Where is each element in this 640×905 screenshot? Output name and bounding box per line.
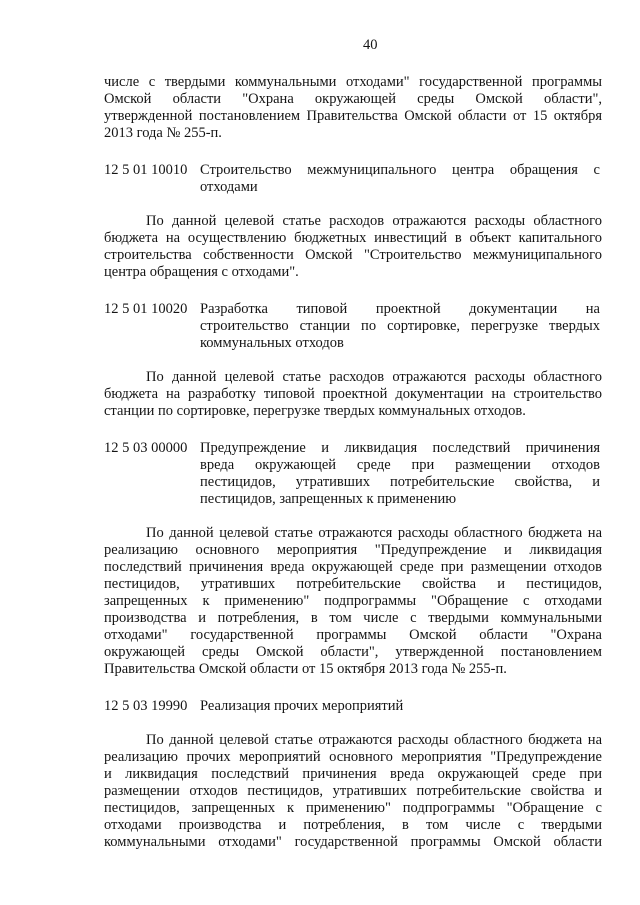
article-title (200, 440, 600, 508)
paragraph-line: бюджета на осуществлению бюджетных инвестиций в объект капитального (104, 230, 602, 246)
paragraph-line: запрещенных к применению" подпрограммы "Обращение с отходами (104, 593, 602, 609)
paragraph-line: реализацию прочих мероприятий основного мероприятия "Предупреждение (104, 749, 602, 765)
article-code: 12 5 03 00000 (104, 440, 188, 456)
paragraph-line: окружающей среды Омской области", утвержденной постановлением (104, 644, 602, 660)
article-title-line: Предупреждение и ликвидация последствий причинения (200, 440, 600, 456)
paragraph-line: бюджета на разработку типовой проектной документации на строительство (104, 386, 602, 402)
paragraph-line: По данной целевой статье расходов отражаются расходы областного (146, 213, 602, 229)
paragraph-line: По данной целевой статье отражаются расходы областного бюджета на (146, 732, 602, 748)
article-title (200, 162, 600, 196)
article-heading (104, 698, 602, 715)
article-title (200, 698, 600, 715)
article-heading (104, 301, 602, 352)
paragraph-line: пестицидов, утративших потребительские свойства и пестицидов, (104, 576, 602, 592)
paragraph-line: отходами производства и потребления, в том числе с твердыми (104, 817, 602, 833)
article-title-line: пестицидов, утративших потребительские свойства, и (200, 474, 600, 490)
paragraph-line: числе с твердыми коммунальными отходами" государственной программы (104, 74, 602, 90)
paragraph-line: пестицидов, запрещенных к применению" подпрограммы "Обращение с (104, 800, 602, 816)
article-code: 12 5 03 19990 (104, 698, 188, 714)
article-title (200, 301, 600, 352)
paragraph-line: Омской области "Охрана окружающей среды Омской области", (104, 91, 602, 107)
article-title-line: коммунальных отходов (200, 335, 344, 351)
paragraph-line: коммунальными отходами" государственной программы Омской области (104, 834, 602, 850)
article-title-line: Строительство межмуниципального центра обращения с (200, 162, 600, 178)
paragraph-line: 2013 года № 255-п. (104, 125, 222, 141)
article-heading (104, 440, 602, 508)
article-title-line: Реализация прочих мероприятий (200, 698, 404, 714)
paragraph-line: последствий причинения вреда окружающей среде при размещении отходов (104, 559, 602, 575)
page-number: 40 (363, 37, 378, 53)
article-title-line: вреда окружающей среде при размещении отходов (200, 457, 600, 473)
article-title-line: пестицидов, запрещенных к применению (200, 491, 457, 507)
paragraph-line: центра обращения с отходами". (104, 264, 299, 280)
paragraph-line: утвержденной постановлением Правительства Омской области от 15 октября (104, 108, 602, 124)
article-description (104, 732, 602, 851)
article-description (104, 369, 602, 420)
article-code: 12 5 01 10020 (104, 301, 188, 317)
article-code: 12 5 01 10010 (104, 162, 188, 178)
article-description (104, 525, 602, 678)
paragraph-line: производства и потребления, в том числе с твердыми коммунальными (104, 610, 602, 626)
paragraph-line: отходами" государственной программы Омской области "Охрана (104, 627, 602, 643)
budget-article (104, 162, 602, 281)
budget-article (104, 440, 602, 678)
paragraph-line: строительства собственности Омской "Строительство межмуниципального (104, 247, 602, 263)
article-title-line: строительство станции по сортировке, перегрузке твердых (200, 318, 600, 334)
paragraph-line: станции по сортировке, перегрузке твердых коммунальных отходов. (104, 403, 526, 419)
document-body (104, 74, 602, 851)
article-description (104, 213, 602, 281)
article-heading (104, 162, 602, 196)
paragraph-line: Правительства Омской области от 15 октября 2013 года № 255-п. (104, 661, 507, 677)
paragraph-line: размещении отходов пестицидов, утративших потребительские свойства и (104, 783, 602, 799)
article-title-line: отходами (200, 179, 258, 195)
paragraph-line: реализацию основного мероприятия "Предупреждение и ликвидация (104, 542, 602, 558)
intro-paragraph (104, 74, 602, 142)
article-title-line: Разработка типовой проектной документации на (200, 301, 600, 317)
paragraph-line: По данной целевой статье расходов отражаются расходы областного (146, 369, 602, 385)
budget-article (104, 301, 602, 420)
paragraph-line: По данной целевой статье отражаются расходы областного бюджета на (146, 525, 602, 541)
paragraph-line: и ликвидация последствий причинения вреда окружающей среде при (104, 766, 602, 782)
budget-article (104, 698, 602, 851)
